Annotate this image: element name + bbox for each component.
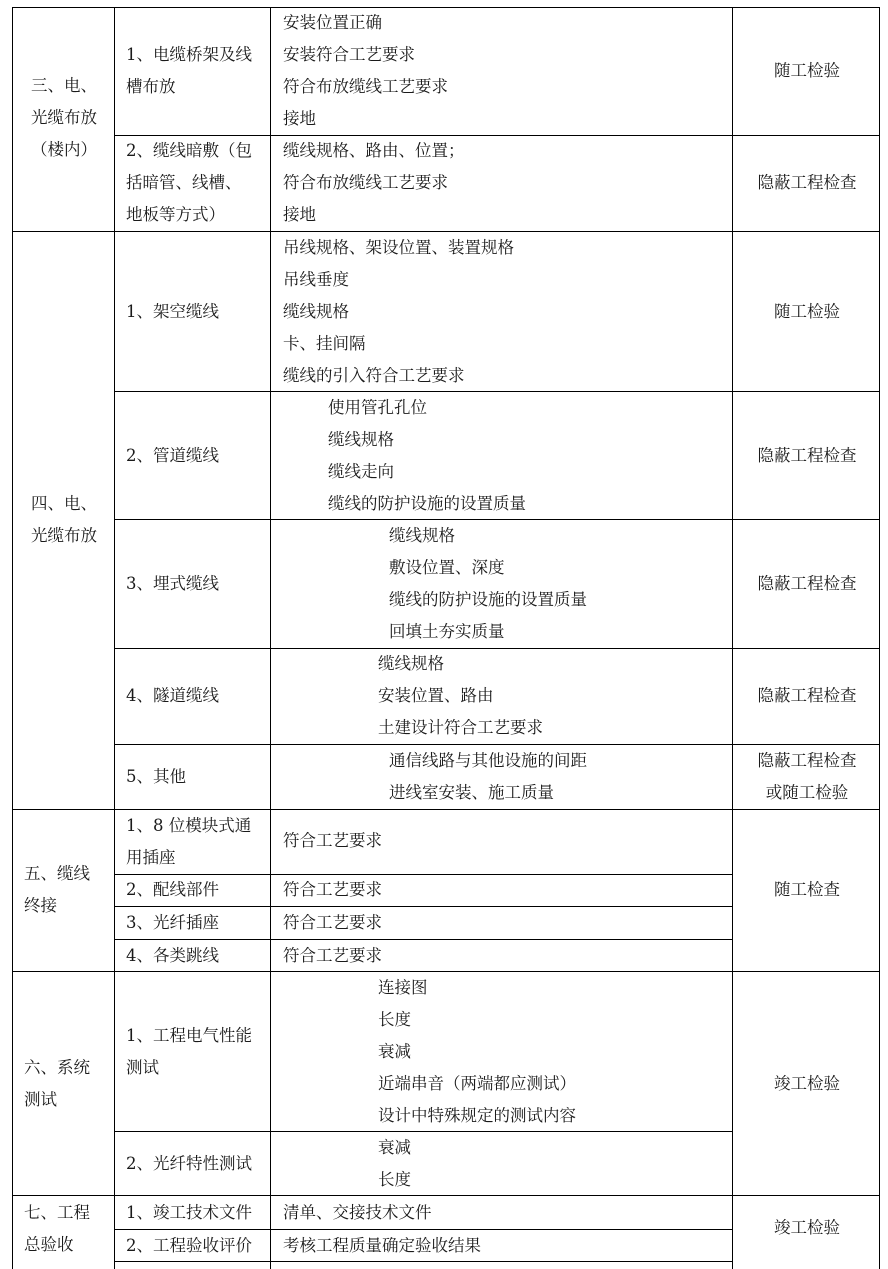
method-cell: 竣工检验 <box>774 1218 840 1237</box>
items-cell: 连接图 长度 衰减 近端串音（两端都应测试） 设计中特殊规定的测试内容 <box>378 978 576 1125</box>
items-cell: 符合工艺要求 <box>283 946 382 965</box>
subitem-cell: 4、各类跳线 <box>126 946 219 965</box>
method-cell: 隐蔽工程检查 <box>757 574 857 593</box>
subitem-cell: 2、缆线暗敷（包 括暗管、线槽、 地板等方式） <box>126 141 252 224</box>
column-divider <box>114 7 115 1269</box>
subitem-cell: 5、其他 <box>126 767 186 786</box>
subitem-cell: 3、埋式缆线 <box>126 574 219 593</box>
subitem-cell: 1、架空缆线 <box>126 302 219 321</box>
items-cell: 清单、交接技术文件 <box>283 1203 432 1222</box>
method-cell: 隐蔽工程检查 或随工检验 <box>757 751 857 802</box>
subitem-cell: 2、管道缆线 <box>126 446 219 465</box>
items-cell: 通信线路与其他设施的间距 进线室安装、施工质量 <box>389 751 587 802</box>
subitem-cell: 1、竣工技术文件 <box>126 1203 252 1222</box>
items-cell: 安装位置正确 安装符合工艺要求 符合布放缆线工艺要求 接地 <box>283 13 448 128</box>
method-cell: 随工检验 <box>774 61 840 80</box>
subitem-cell: 2、配线部件 <box>126 880 219 899</box>
category-cell: 七、工程 总验收 <box>24 1203 90 1254</box>
items-cell: 考核工程质量确定验收结果 <box>283 1236 481 1255</box>
subitem-cell: 1、电缆桥架及线 槽布放 <box>126 45 252 96</box>
table-border-left <box>12 7 13 1269</box>
items-cell: 符合工艺要求 <box>283 831 382 850</box>
subitem-cell: 4、隧道缆线 <box>126 686 219 705</box>
category-cell: 六、系统 测试 <box>24 1058 90 1109</box>
items-cell: 衰减 长度 <box>378 1138 411 1189</box>
subitem-cell: 3、光纤插座 <box>126 913 219 932</box>
subitem-cell: 2、工程验收评价 <box>126 1236 252 1255</box>
items-cell: 缆线规格 敷设位置、深度 缆线的防护设施的设置质量 回填土夯实质量 <box>389 526 587 641</box>
subitem-cell: 2、光纤特性测试 <box>126 1154 252 1173</box>
method-cell: 隐蔽工程检查 <box>757 173 857 192</box>
category-cell: 三、电、 光缆布放 （楼内） <box>31 76 97 159</box>
subitem-cell: 1、8 位模块式通 用插座 <box>126 816 252 867</box>
items-cell: 符合工艺要求 <box>283 913 382 932</box>
method-cell: 随工检验 <box>774 302 840 321</box>
method-cell: 随工检查 <box>774 880 840 899</box>
items-cell: 吊线规格、架设位置、装置规格 吊线垂度 缆线规格 卡、挂间隔 缆线的引入符合工艺要求 <box>283 238 514 385</box>
items-cell: 符合工艺要求 <box>283 880 382 899</box>
subitem-cell: 1、工程电气性能 测试 <box>126 1026 252 1077</box>
method-cell: 隐蔽工程检查 <box>757 446 857 465</box>
method-cell: 竣工检验 <box>774 1074 840 1093</box>
items-cell: 缆线规格 安装位置、路由 土建设计符合工艺要求 <box>378 654 543 737</box>
method-cell: 隐蔽工程检查 <box>757 686 857 705</box>
category-cell: 四、电、 光缆布放 <box>31 494 97 545</box>
items-cell: 缆线规格、路由、位置； 符合布放缆线工艺要求 接地 <box>283 141 465 224</box>
category-cell: 五、缆线 终接 <box>24 864 90 915</box>
items-cell: 使用管孔孔位 缆线规格 缆线走向 缆线的防护设施的设置质量 <box>328 398 526 513</box>
